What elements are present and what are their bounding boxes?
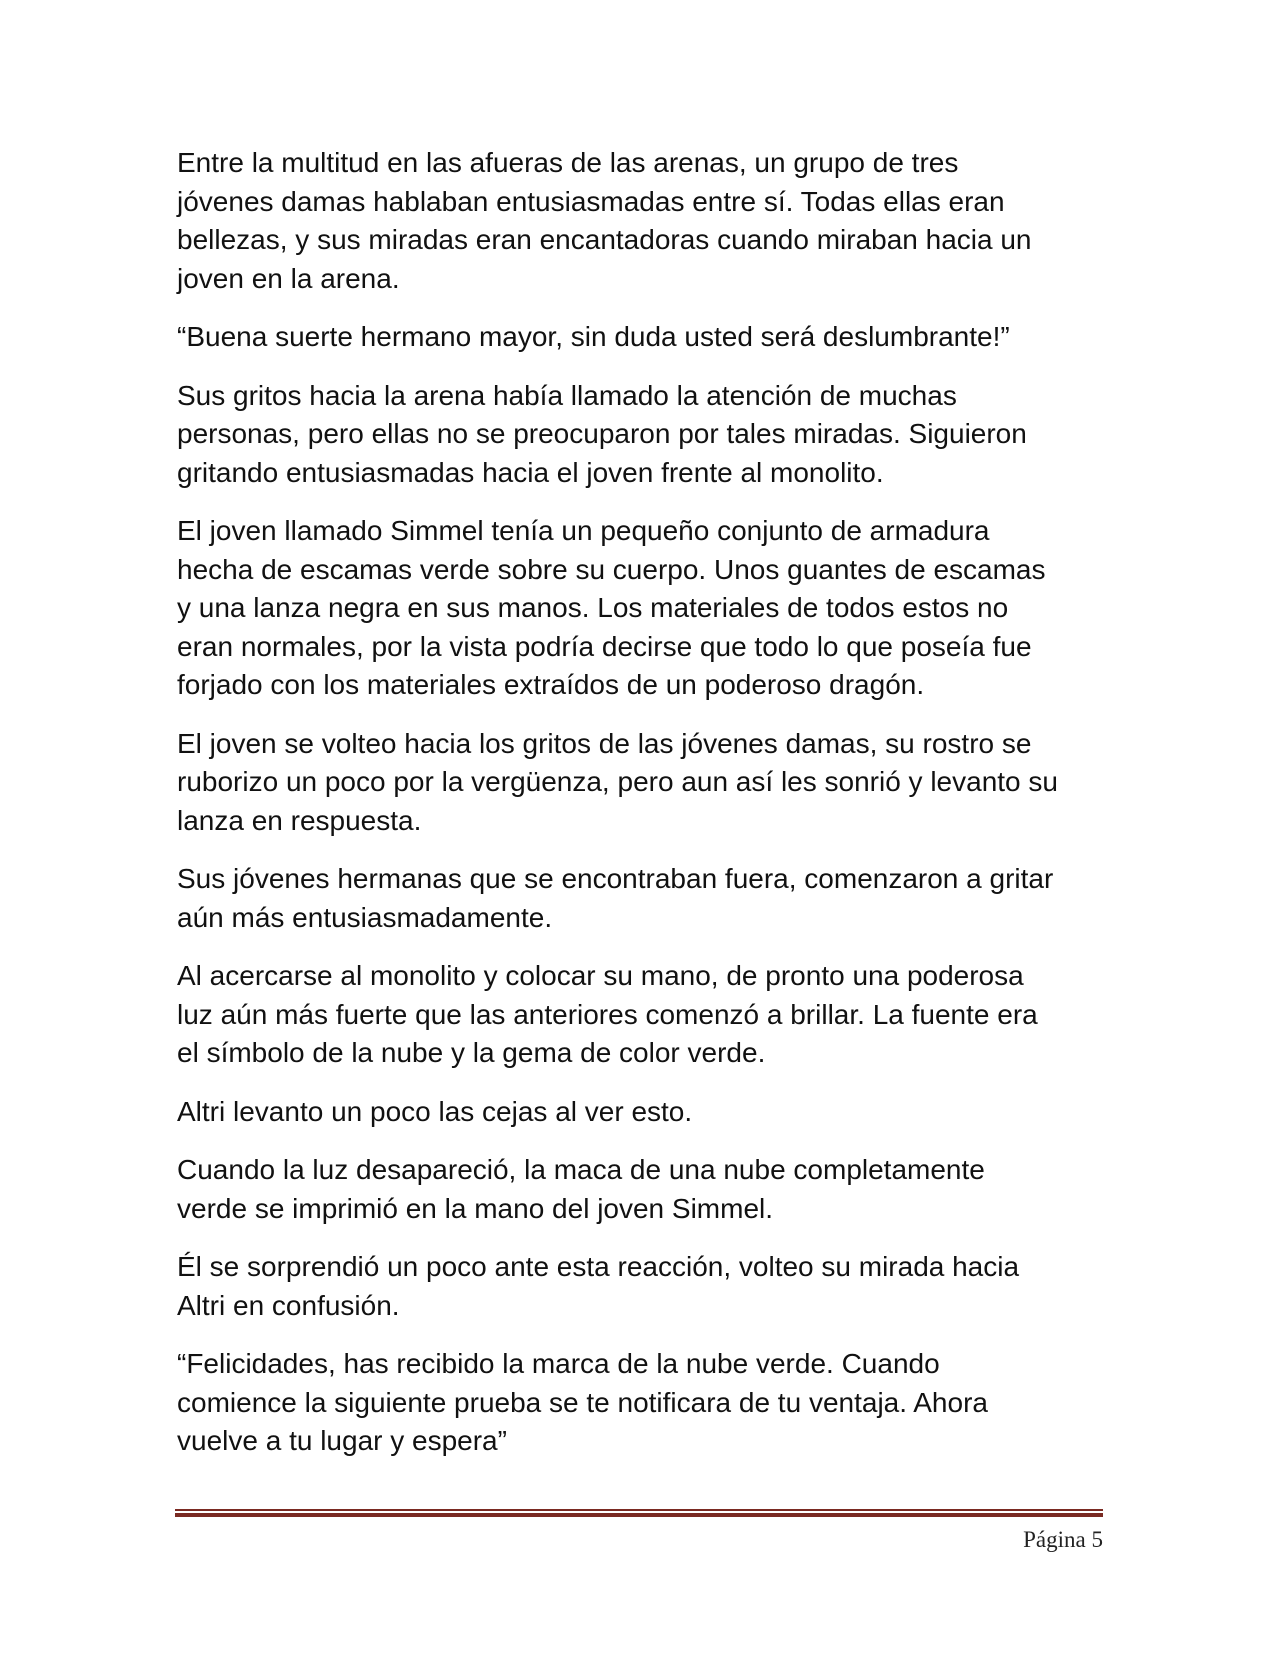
paragraph-9: Cuando la luz desapareció, la maca de una nube completamente verde se imprimió en la mano del joven Simmel. — [177, 1154, 985, 1224]
paragraph-11: “Felicidades, has recibido la marca de la nube verde. Cuando comience la siguiente prueba se te notificara de tu ventaja. Ahora vuelve a tu lugar y espera” — [177, 1348, 988, 1456]
paragraph-4: El joven llamado Simmel tenía un pequeño conjunto de armadura hecha de escamas verde sobre su cuerpo. Unos guantes de escamas y una lanza negra en sus manos. Los materiales de todos estos no eran normales, por la vista podría decirse que todo lo que poseía fue forjado con los materiales extraídos de un poderoso dragón. — [177, 515, 1046, 700]
paragraph-8: Altri levanto un poco las cejas al ver esto. — [177, 1095, 693, 1127]
paragraph-1: Entre la multitud en las afueras de las arenas, un grupo de tres jóvenes damas hablaban entusiasmadas entre sí. Todas ellas eran bellezas, y sus miradas eran encantadoras cuando miraban hacia un joven en la arena. — [177, 147, 1032, 294]
paragraph-3: Sus gritos hacia la arena había llamado la atención de muchas personas, pero ellas no se preocuparon por tales miradas. Siguieron gritando entusiasmadas hacia el joven frente al monolito. — [177, 379, 1027, 488]
footer-rule — [175, 1509, 1103, 1517]
paragraph-6: Sus jóvenes hermanas que se encontraban fuera, comenzaron a gritar aún más entusiasmadamente. — [177, 863, 1054, 933]
paragraph-7: Al acercarse al monolito y colocar su mano, de pronto una poderosa luz aún más fuerte que las anteriores comenzó a brillar. La fuente era el símbolo de la nube y la gema de color verde. — [177, 960, 1038, 1068]
paragraph-10: Él se sorprendió un poco ante esta reacción, volteo su mirada hacia Altri en confusión. — [177, 1251, 1020, 1321]
footer-rule-thin-line — [175, 1509, 1103, 1511]
page-number: Página 5 — [1023, 1527, 1103, 1552]
paragraph-5: El joven se volteo hacia los gritos de las jóvenes damas, su rostro se ruborizo un poco por la vergüenza, pero aun así les sonrió y levanto su lanza en respuesta. — [177, 727, 1058, 836]
footer-rule-thick-line — [175, 1513, 1103, 1517]
body-text — [177, 144, 1107, 1481]
paragraph-2: “Buena suerte hermano mayor, sin duda usted será deslumbrante!” — [177, 321, 1010, 352]
